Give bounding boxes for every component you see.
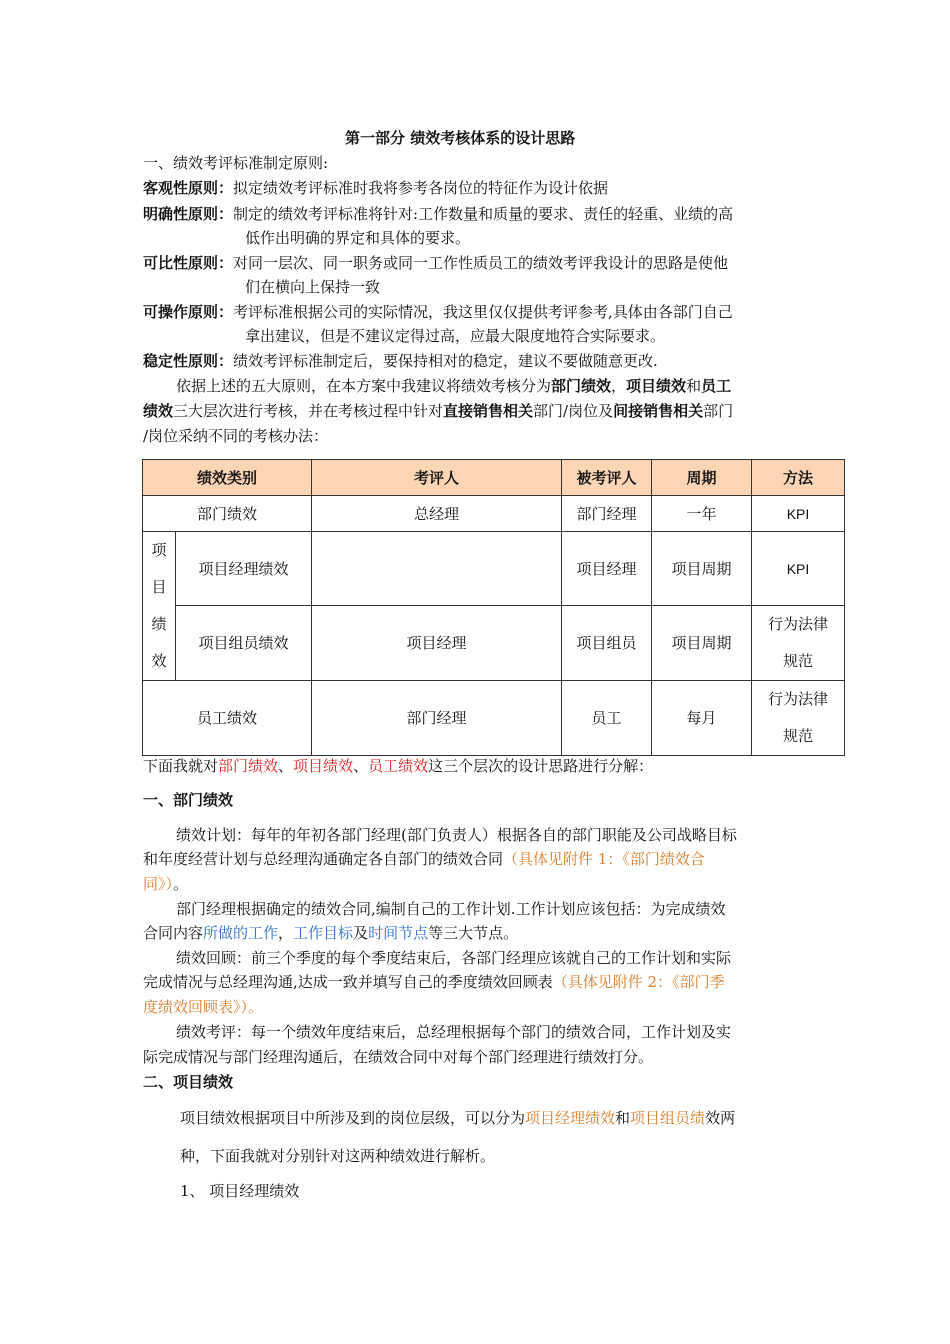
- table-cell: 员工绩效: [143, 681, 312, 756]
- text-span: 和: [615, 1109, 631, 1127]
- s1-p4-l2: 际完成情况与部门经理沟通后，在绩效合同中对每个部门经理进行绩效打分。: [143, 1048, 654, 1066]
- text-span: 合同内容: [143, 924, 204, 942]
- text-span: 、: [278, 757, 294, 775]
- table-cell: 部门经理: [312, 681, 562, 756]
- text-span: 和年度经营计划与总经理沟通确定各自部门的绩效合同: [143, 850, 504, 868]
- s2-p1-l1: [180, 1108, 735, 1128]
- text-span: 。: [173, 875, 189, 893]
- text-span: 及: [353, 924, 369, 942]
- header-evaluatee: 被考评人: [562, 460, 652, 496]
- s1-p1-l3: [143, 874, 188, 894]
- page-title: 第一部分 绩效考核体系的设计思路: [345, 129, 576, 147]
- text-span: 和: [686, 377, 702, 395]
- text-span: 部门: [703, 402, 734, 420]
- text-span: （具体见附件 1：《部门绩效合: [503, 850, 705, 868]
- section-heading-department: 一、部门绩效: [143, 791, 234, 809]
- text-span: 直接销售相关: [443, 402, 534, 420]
- table-header-row: [143, 460, 845, 496]
- text-span: 员工: [701, 377, 732, 395]
- s1-p2-l2: [143, 923, 518, 943]
- principle-comparability: [143, 253, 728, 273]
- text-span: 项目绩效: [293, 757, 354, 775]
- principle-comparability-cont: 们在横向上保持一致: [245, 278, 381, 296]
- cell-line: 规范: [783, 652, 814, 670]
- principle-label: 可比性原则：: [143, 254, 234, 272]
- table-cell: 部门绩效: [143, 496, 312, 532]
- principle-clarity-cont: 低作出明确的界定和具体的要求。: [245, 229, 471, 247]
- s1-p2-l1: 部门经理根据确定的绩效合同,编制自己的工作计划.工作计划应该包括：为完成绩效: [176, 900, 726, 918]
- table-cell: 项目周期: [652, 606, 752, 681]
- text-span: 下面我就对: [143, 757, 219, 775]
- s1-p3-l3: 度绩效回顾表》）。: [143, 998, 264, 1016]
- text-span: 项目经理绩效: [525, 1109, 616, 1127]
- text-span: 部门绩效: [551, 377, 612, 395]
- project-group-label: [143, 532, 176, 681]
- principle-label: 客观性原则：: [143, 179, 234, 197]
- table-row: [143, 606, 845, 681]
- text-span: 部门/岗位及: [533, 402, 614, 420]
- principle-operability-cont: 拿出建议，但是不建议定得过高，应最大限度地符合实际要求。: [245, 327, 666, 345]
- text-span: 依据上述的五大原则，在本方案中我建议将绩效考核分为: [176, 377, 552, 395]
- s1-p1-l2: [143, 849, 705, 869]
- after-table-line: [143, 756, 653, 776]
- table-row: [143, 532, 845, 606]
- principle-text: 绩效考评标准制定后，要保持相对的稳定，建议不要做随意更改.: [233, 352, 658, 370]
- principle-text: 对同一层次、同一职务或同一工作性质员工的绩效考评我设计的思路是使他: [233, 254, 729, 272]
- table-cell: 项目周期: [652, 532, 752, 606]
- text-span: ，: [611, 377, 627, 395]
- principle-text: 考评标准根据公司的实际情况，我这里仅仅提供考评参考,具体由各部门自己: [233, 303, 733, 321]
- principle-text: 制定的绩效考评标准将针对:工作数量和质量的要求、责任的轻重、业绩的高: [233, 205, 734, 223]
- header-evaluator: 考评人: [312, 460, 562, 496]
- principle-objective: [143, 178, 608, 198]
- intro-line-1: [176, 376, 731, 396]
- text-span: （具体见附件 2：《部门季: [552, 973, 725, 991]
- text-span: 这三个层次的设计思路进行分解：: [428, 757, 654, 775]
- text-span: 工作目标: [293, 924, 354, 942]
- principle-label: 明确性原则：: [143, 205, 234, 223]
- s2-item-1: 1、 项目经理绩效: [180, 1182, 300, 1200]
- s2-p1-l2: 种，下面我就对分别针对这两种绩效进行解析。: [180, 1147, 496, 1165]
- table-cell: 项目经理: [562, 532, 652, 606]
- table-cell: [312, 532, 562, 606]
- text-span: 部门绩效: [218, 757, 279, 775]
- text-span: 时间节点: [368, 924, 429, 942]
- table-row: [143, 681, 845, 756]
- text-span: 绩效: [143, 402, 174, 420]
- principle-operability: [143, 302, 733, 322]
- group-char: 项: [151, 541, 167, 559]
- text-span: 效两: [705, 1109, 736, 1127]
- group-char: 效: [151, 652, 167, 670]
- principle-label: 稳定性原则：: [143, 352, 234, 370]
- text-span: 等三大节点。: [428, 924, 519, 942]
- text-span: 同》）: [143, 875, 174, 893]
- group-char: 绩: [151, 615, 167, 633]
- table-cell: 总经理: [312, 496, 562, 532]
- principles-heading: 一、绩效考评标准制定原则:: [143, 154, 329, 172]
- header-category: 绩效类别: [143, 460, 312, 496]
- table-cell: KPI: [752, 496, 845, 532]
- table-cell: [752, 606, 845, 681]
- cell-line: 规范: [783, 727, 814, 745]
- intro-line-2: [143, 401, 733, 421]
- principle-stability: [143, 351, 658, 371]
- table-cell: 员工: [562, 681, 652, 756]
- s1-p3-l2: [143, 972, 725, 992]
- table-cell: KPI: [752, 532, 845, 606]
- section-heading-project: 二、项目绩效: [143, 1073, 234, 1091]
- intro-line-3: /岗位采纳不同的考核办法：: [143, 427, 329, 445]
- s1-p3-l1: 绩效回顾：前三个季度的每个季度结束后，各部门经理应该就自己的工作计划和实际: [176, 949, 732, 967]
- principle-label: 可操作原则：: [143, 303, 234, 321]
- text-span: 项目绩效根据项目中所涉及到的岗位层级，可以分为: [180, 1109, 526, 1127]
- text-span: 所做的工作: [203, 924, 279, 942]
- s1-p1-l1: 绩效计划：每年的年初各部门经理(部门负责人）根据各自的部门职能及公司战略目标: [176, 826, 737, 844]
- table-cell: 项目组员绩效: [176, 606, 312, 681]
- text-span: 间接销售相关: [613, 402, 704, 420]
- table-row: [143, 496, 845, 532]
- text-span: 项目绩效: [626, 377, 687, 395]
- table-cell: [752, 681, 845, 756]
- table-cell: 项目组员: [562, 606, 652, 681]
- header-method: 方法: [752, 460, 845, 496]
- cell-line: 行为法律: [768, 690, 829, 708]
- s1-p4-l1: 绩效考评：每一个绩效年度结束后，总经理根据每个部门的绩效合同，工作计划及实: [176, 1023, 732, 1041]
- text-span: ，: [278, 924, 294, 942]
- group-char: 目: [151, 578, 167, 596]
- performance-table: [142, 459, 845, 756]
- text-span: 员工绩效: [368, 757, 429, 775]
- table-cell: 部门经理: [562, 496, 652, 532]
- text-span: 完成情况与总经理沟通,达成一致并填写自己的季度绩效回顾表: [143, 973, 553, 991]
- principle-clarity: [143, 204, 733, 224]
- cell-line: 行为法律: [768, 615, 829, 633]
- table-cell: 项目经理: [312, 606, 562, 681]
- text-span: 项目组员绩: [630, 1109, 706, 1127]
- text-span: 三大层次进行考核，并在考核过程中针对: [173, 402, 444, 420]
- table-cell: 每月: [652, 681, 752, 756]
- header-period: 周期: [652, 460, 752, 496]
- table-cell: 一年: [652, 496, 752, 532]
- text-span: 、: [353, 757, 369, 775]
- principle-text: 拟定绩效考评标准时我将参考各岗位的特征作为设计依据: [233, 179, 609, 197]
- table-cell: 项目经理绩效: [176, 532, 312, 606]
